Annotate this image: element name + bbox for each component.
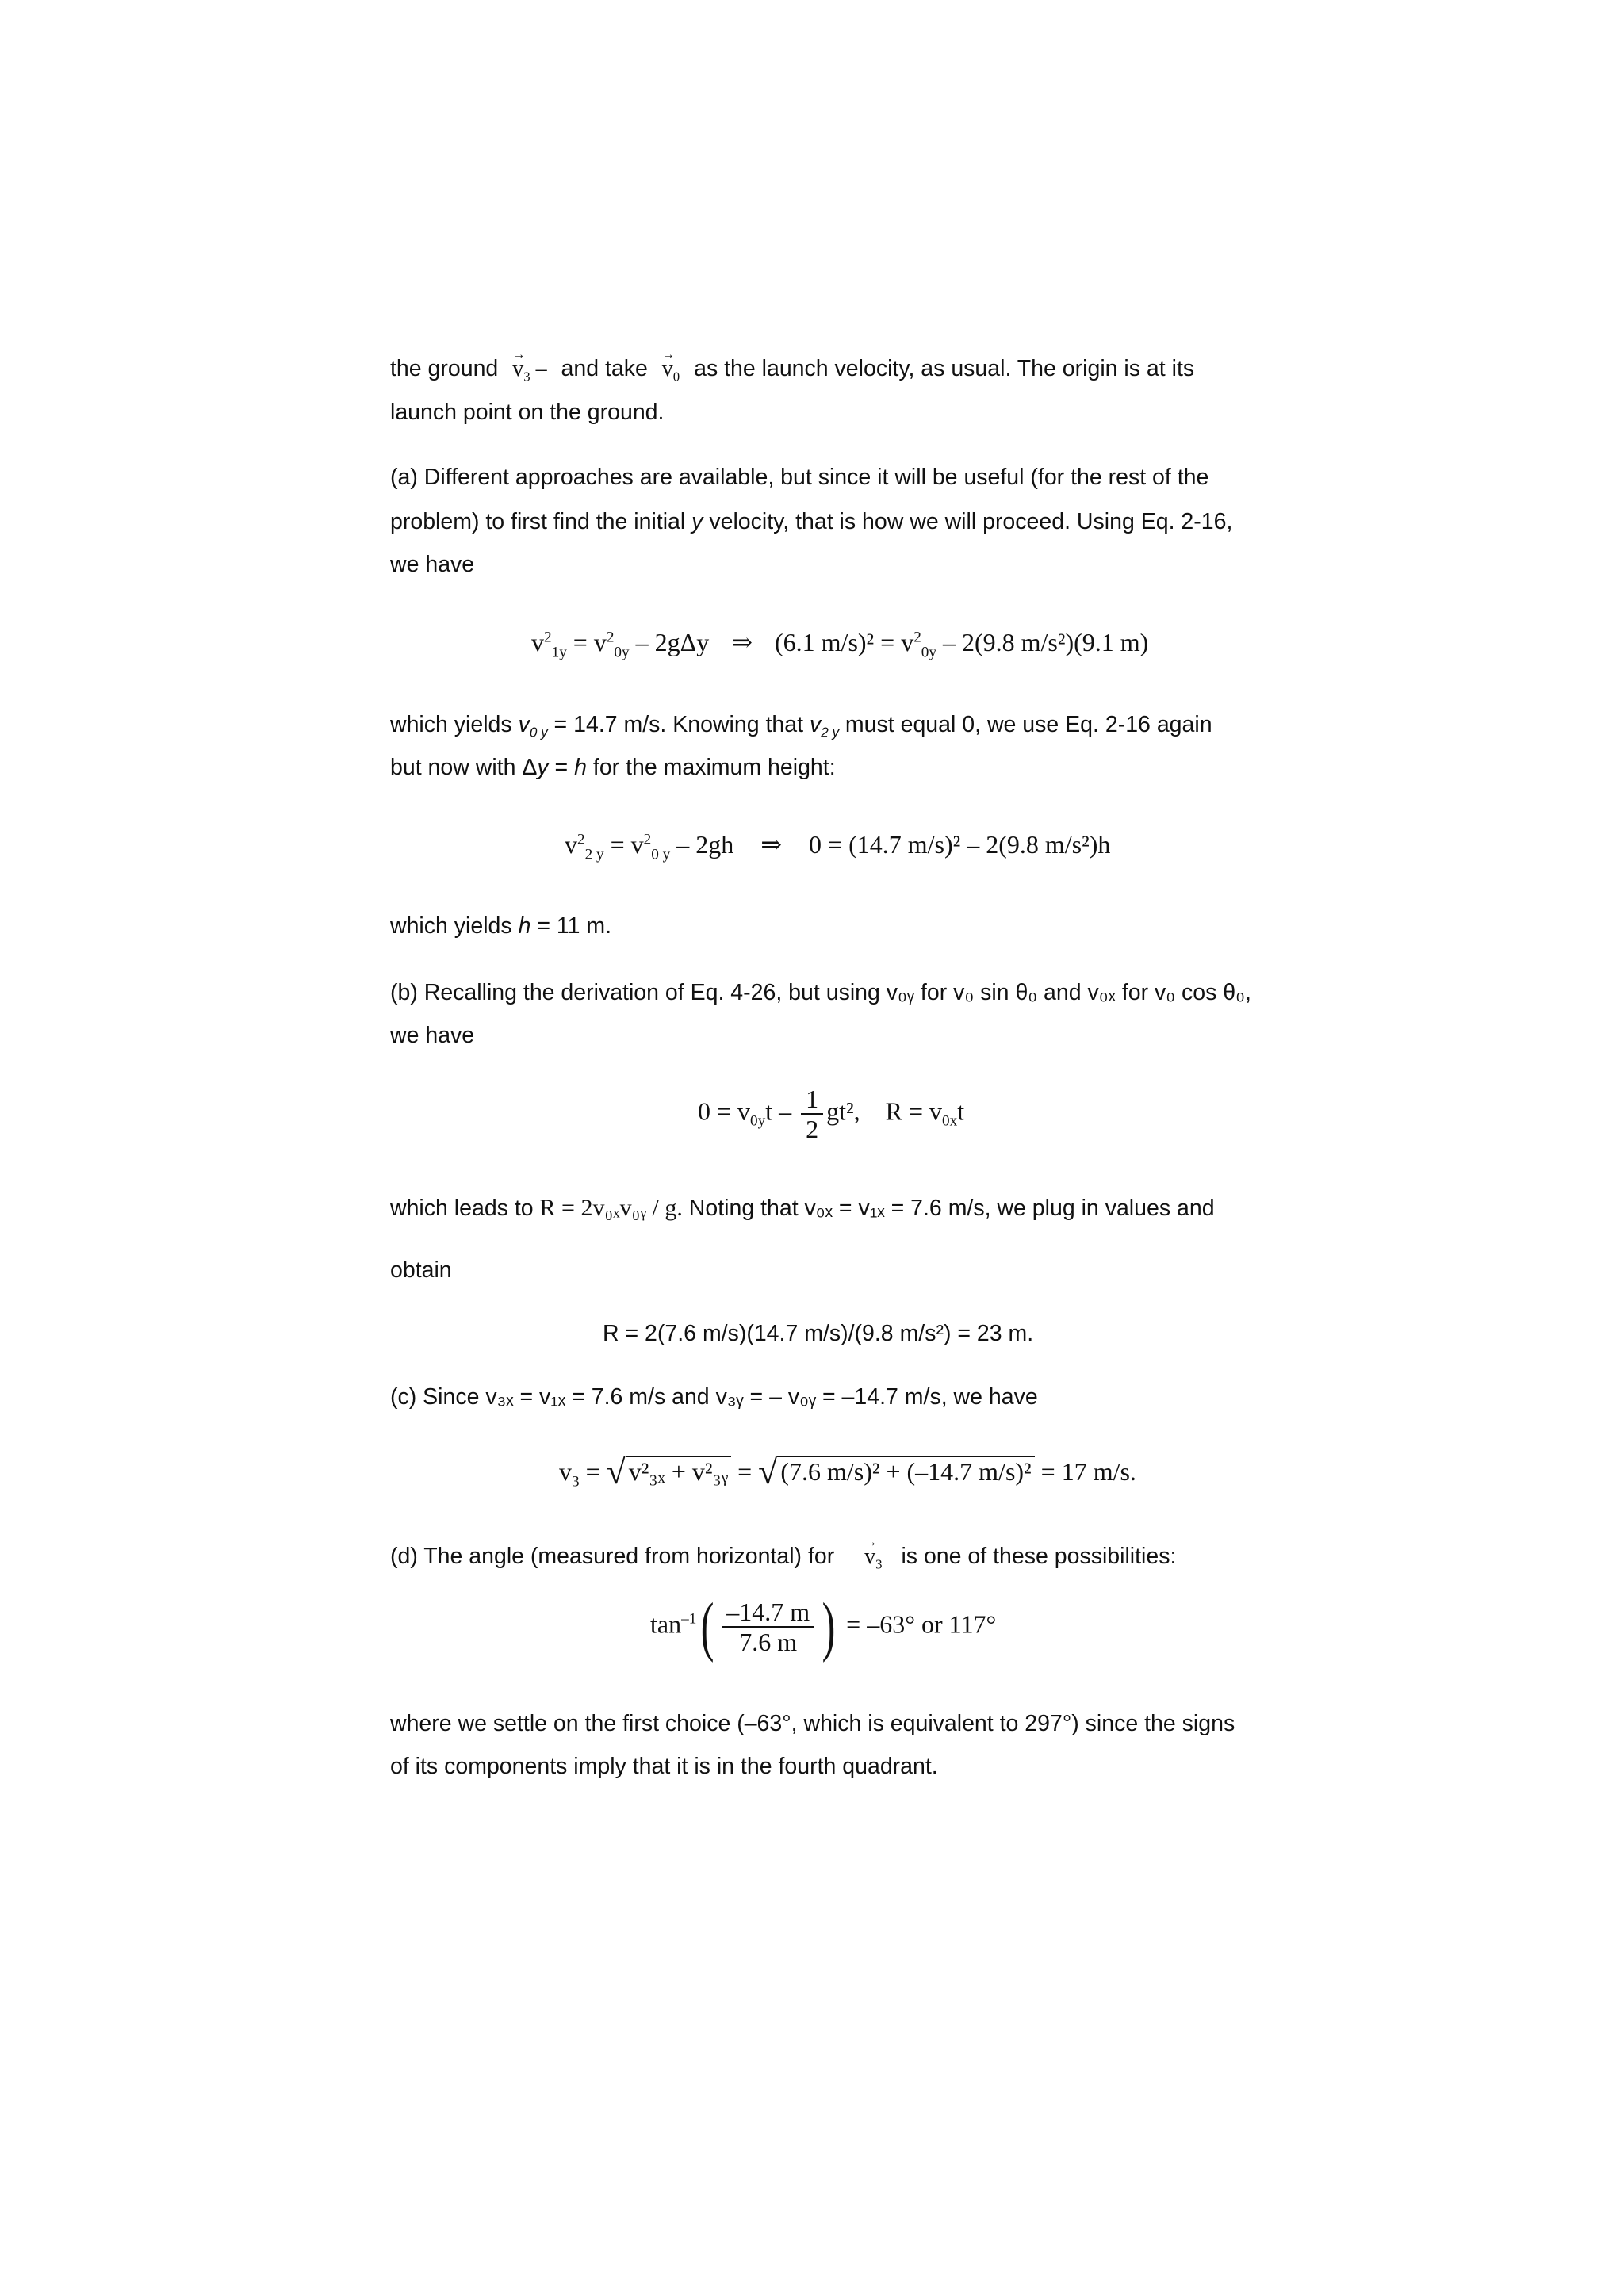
part-a-line-6 <box>390 912 611 940</box>
equation-2: $v^2_{2 y} = v^2_{0 y} - 2gh$ ⇒ 0 = (14.7 m/s)² – 2(9.8 m/s²)h <box>565 830 1111 863</box>
part-d-line-3: of its components imply that it is in the fourth quadrant. <box>390 1754 938 1779</box>
v0-vector-symbol: → $v_0$ <box>662 357 680 381</box>
part-a-line-2 <box>390 507 1232 536</box>
text-run: = <box>548 755 575 780</box>
eq-text: t – <box>765 1096 799 1126</box>
variable-y: y <box>691 509 703 534</box>
fraction-one-half <box>801 1085 823 1143</box>
fraction-denominator: 2 <box>806 1115 819 1143</box>
part-a-line-4 <box>390 710 1212 739</box>
eq-text: 0 = v <box>698 1096 751 1126</box>
text-run: = 14.7 m/s. Knowing that <box>547 712 810 737</box>
text-run: which yields <box>390 913 519 939</box>
sqrt-sign: √ <box>606 1452 626 1491</box>
eq-text: = 17 m/s. <box>1034 1457 1136 1486</box>
equation-5 <box>650 1590 997 1663</box>
intro-line-2: launch point on the ground. <box>390 400 665 425</box>
variable-v0y: $v_{0 y}$ <box>518 712 548 740</box>
eq-text: = <box>731 1457 759 1486</box>
text-run: = 11 m. <box>530 913 612 939</box>
equation-1: $v^2_{1y} = v^2_{0y} - 2g\Delta y$ ⇒ (6.1 $m/s)^2 = v^2_{0y} - 2(9.8$ m/s²)(9.1 m) <box>531 628 1149 661</box>
eq-text: = <box>579 1457 607 1486</box>
part-b-line-4: obtain <box>390 1257 452 1283</box>
eq-text: – 2(9.8 m/s²)(9.1 m) <box>936 628 1149 656</box>
part-c-line-1: (c) Since v₃ₓ = v₁ₓ = 7.6 m/s and v₃ᵧ = – v₀ᵧ = –14.7 m/s, we have <box>390 1384 1038 1410</box>
eq-text: gt², <box>826 1096 867 1126</box>
fraction-components <box>722 1598 814 1656</box>
fraction-denominator: 7.6 m <box>739 1628 798 1656</box>
text-run: for the maximum height: <box>586 755 836 780</box>
eq-text: = –63° or 117° <box>840 1609 997 1639</box>
text-run: which leads to <box>390 1196 540 1221</box>
implies-arrow: ⇒ <box>760 830 783 859</box>
part-d-line-2: where we settle on the first choice (–63°, which is equivalent to 297°) since the signs <box>390 1711 1235 1736</box>
left-paren: ( <box>700 1590 714 1663</box>
part-b-result: R = 2(7.6 m/s)(14.7 m/s)/(9.8 m/s²) = 23 m. <box>603 1321 1034 1346</box>
variable-h: h <box>574 755 587 780</box>
variable-v2y: $v_{2 y}$ <box>809 712 840 740</box>
text-run: (d) The angle (measured from horizontal) for <box>390 1544 835 1569</box>
part-d-line-1 <box>390 1541 1176 1573</box>
range-formula: R = 2v₀ₓv₀ᵧ / g. <box>539 1195 683 1221</box>
equation-4: $v_3$ = √ v²₃ₓ + v²₃ᵧ = √ (7.6 m/s)² + (–14.7 m/s)² = 17 m/s. <box>559 1452 1136 1491</box>
part-b-line-2: we have <box>390 1023 475 1048</box>
equation-3: $0 = v_{0y}t$ – $\frac{1}{2}$ gt², $R = v_{0x}t$ <box>698 1085 965 1143</box>
eq-text: 0 = (14.7 m/s)² – 2(9.8 m/s²)h <box>809 830 1111 859</box>
radicand-2: (7.6 m/s)² + (–14.7 m/s)² <box>777 1456 1034 1486</box>
part-b-line-3 <box>390 1192 1215 1224</box>
text-run: as the launch velocity, as usual. The origin is at its <box>694 356 1195 381</box>
variable-h: h <box>518 913 531 939</box>
part-a-line-5 <box>390 753 836 782</box>
intro-line-1 <box>390 354 1194 385</box>
implies-arrow: ⇒ <box>731 628 753 656</box>
inverse-superscript: –1 <box>681 1610 697 1628</box>
text-run: problem) to first find the initial <box>390 509 692 534</box>
fraction-numerator: –14.7 m <box>722 1598 814 1628</box>
text-run: is one of these possibilities: <box>901 1544 1177 1569</box>
eq-text: = <box>573 628 594 656</box>
variable-y: y <box>537 755 549 780</box>
text-run: which yields <box>390 712 519 737</box>
eq-text: t <box>957 1096 965 1126</box>
v3-vector-symbol: → $v_3$ – <box>512 357 546 381</box>
part-a-line-1: (a) Different approaches are available, but since it will be useful (for the rest of the <box>390 465 1209 490</box>
text-run: and take <box>561 356 648 381</box>
eq-text: – 2gΔy <box>629 628 710 656</box>
text-run: Noting that v₀ₓ = v₁ₓ = 7.6 m/s, we plug in values and <box>682 1196 1215 1221</box>
radicand-1: v²₃ₓ + v²₃ᵧ <box>626 1456 731 1486</box>
v3-vector-symbol: → $v_3$ <box>864 1544 882 1569</box>
text-run: must equal 0, we use Eq. 2-16 again <box>839 712 1212 737</box>
text-run: but now with Δ <box>390 755 538 780</box>
text-run: velocity, that is how we will proceed. Using Eq. 2-16, <box>703 509 1233 534</box>
sqrt-sign: √ <box>758 1452 778 1491</box>
right-paren: ) <box>822 1590 836 1663</box>
text-run: the ground <box>390 356 499 381</box>
part-a-line-3: we have <box>390 552 475 577</box>
eq-text: (6.1 m/s)² = <box>775 628 902 656</box>
eq-text: tan <box>650 1609 682 1639</box>
eq-text: R = v <box>885 1096 942 1126</box>
part-b-line-1: (b) Recalling the derivation of Eq. 4-26, but using v₀ᵧ for v₀ sin θ₀ and v₀ₓ for v₀ cos θ₀, <box>390 980 1251 1005</box>
eq-text: – 2gh <box>670 830 734 859</box>
fraction-numerator: 1 <box>801 1085 823 1115</box>
